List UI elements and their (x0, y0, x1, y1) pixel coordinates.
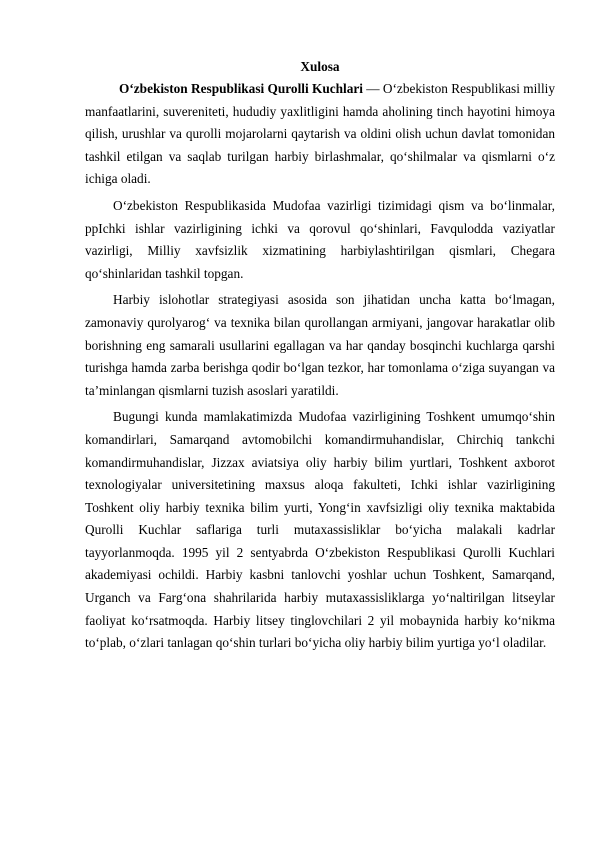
definition-text: — O‘zbekiston Respublikasi milliy manfaatlarini, suvereniteti, hududiy yaxlitligini hamda aholining tinch hayotini himoya qilish, urushlar va qurolli mojarolarni qaytarish va oldini olish uchun davlat tomonidan tashkil etilgan va saqlab turilgan harbiy birlashmalar, qo‘shilmalar va qismlarni o‘z ichiga oladi. (85, 81, 556, 187)
paragraph-definition (85, 78, 555, 191)
document-body (85, 58, 555, 659)
page-title: Xulosa (300, 59, 340, 74)
paragraph-composition: O‘zbekiston Respublikasida Mudofaa vazirligi tizimidagi qism va bo‘linmalar, ppIchki ishlar vazirligining ichki va qorovul qo‘shinlari, Favqulodda vaziyatlar vazirligi, Milliy xavfsizlik xizmatining harbiylashtirilgan qismlari, Chegara qo‘shinlaridan tashkil topgan. (85, 197, 555, 281)
paragraph-education: Bugungi kunda mamlakatimizda Mudofaa vazirligining Toshkent umumqo‘shin komandirlari, Samarqand avtomobilchi komandirmuhandislar, Chirchiq tankchi komandirmuhandislar, Jizzax aviatsiya oliy harbiy bilim yurtlari, Toshkent axborot texnologiyalar universitetining maxsus aloqa fakulteti, Ichki ishlar vazirligining Toshkent oliy harbiy texnika bilim yurti, Yong‘in xavfsizligi oliy texnika maktabida Qurolli Kuchlar saflariga turli mutaxassisliklar bo‘yicha malakali kadrlar tayyorlanmoqda. 1995 yil 2 sentyabrda O‘zbekiston Respublikasi Qurolli Kuchlari akademiyasi ochildi. Harbiy kasbni tanlovchi yoshlar uchun Toshkent, Samarqand, Urganch va Farg‘ona shahrilarida harbiy mutaxassisliklarga yo‘naltirilgan litseylar faoliyat ko‘rsatmoqda. Harbiy litsey tinglovchilari 2 yil mobaynida harbiy ko‘nikma to‘plab, o‘zlari tanlagan qo‘shin turlari bo‘yicha oliy harbiy bilim yurtiga yo‘l oladilar. (85, 409, 555, 651)
paragraph-reforms: Harbiy islohotlar strategiyasi asosida son jihatidan uncha katta bo‘lmagan, zamonaviy qurolyarog‘ va texnika bilan qurollangan armiyani, jangovar harakatlar olib borishning eng samarali usullarini egallagan va har qanday bosqinchi kuchlarga qarshi turishga hamda zarba berishga qodir bo‘lgan tezkor, har tomonlama o‘ziga suyangan va ta’minlangan qismlarni tuzish asoslari yaratildi. (85, 292, 555, 398)
defined-term: O‘zbekiston Respublikasi Qurolli Kuchlari (119, 81, 363, 96)
